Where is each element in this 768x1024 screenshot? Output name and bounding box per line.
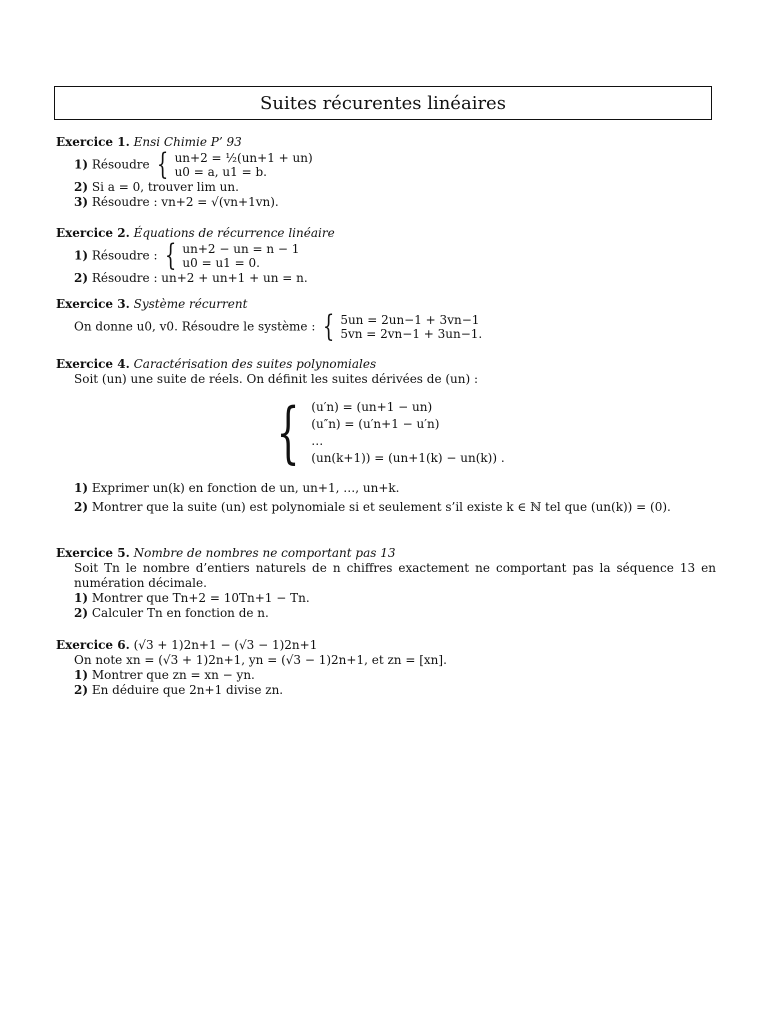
q-text: En déduire que 2n+1 divise zn. [91, 683, 284, 697]
exercise-2-q1 [56, 238, 716, 273]
q-number: 1) [74, 668, 89, 682]
q-number: 3) [74, 195, 89, 209]
exercise-5-subtitle: Nombre de nombres ne comportant pas 13 [133, 546, 396, 560]
exercise-2-header [56, 226, 716, 241]
brace-icon: { [323, 309, 335, 344]
exercise-1-q2 [56, 180, 716, 195]
q-number: 2) [74, 500, 89, 514]
system-line: (un(k+1)) = (un+1(k) − un(k)) . [311, 451, 505, 465]
exercise-5-q2 [56, 606, 716, 621]
q-text: Résoudre : [91, 248, 158, 263]
exercise-1-header [56, 135, 716, 150]
brace-icon: { [276, 394, 300, 471]
exercise-5-intro: Soit Tn le nombre d’entiers naturels de n chiffres exactement ne comportant pas la séquence 13 en numération décimale. [74, 561, 716, 590]
q-text: Montrer que la suite (un) est polynomiale si et seulement s’il existe k ∈ ℕ tel que (un(k)) = (0). [91, 500, 671, 514]
brace-icon: { [165, 238, 177, 273]
exercise-1-q3 [56, 195, 716, 210]
exercise-3 [56, 297, 716, 342]
exercise-4-q2 [56, 500, 716, 515]
q-number: 1) [74, 591, 89, 605]
system-line: (u″n) = (u′n+1 − u′n) [311, 417, 440, 431]
exercise-1 [56, 135, 716, 210]
exercise-1-label: Exercice 1. [56, 135, 130, 149]
system-line: un+2 = ½(un+1 + un) [174, 151, 313, 165]
exercise-4-subtitle: Caractérisation des suites polynomiales [133, 357, 377, 371]
exercise-5-header [56, 546, 716, 561]
exercise-3-body [56, 309, 716, 344]
exercise-6-subtitle: (√3 + 1)2n+1 − (√3 − 1)2n+1 [133, 638, 318, 652]
exercise-6-label: Exercice 6. [56, 638, 130, 652]
brace-icon: { [157, 147, 169, 182]
q-text: Résoudre : vn+2 = √(vn+1vn). [91, 195, 279, 209]
system-line: … [311, 434, 324, 448]
exercise-1-q1 [56, 147, 716, 182]
system-line: u0 = u1 = 0. [182, 256, 260, 270]
q-number: 2) [74, 683, 89, 697]
q-text: Calculer Tn en fonction de n. [91, 606, 269, 620]
page-title: Suites récurentes linéaires [260, 92, 506, 114]
exercise-5 [56, 546, 716, 621]
q-text: Si a = 0, trouver lim un. [91, 180, 239, 194]
equation-system [319, 309, 483, 344]
equation-system [153, 147, 313, 182]
q-number: 2) [74, 271, 89, 285]
body-text: On donne u0, v0. Résoudre le système : [74, 319, 316, 334]
system-line: un+2 − un = n − 1 [182, 242, 300, 256]
exercise-1-subtitle: Ensi Chimie P’ 93 [133, 135, 242, 149]
equation-system [161, 238, 300, 273]
q-number: 2) [74, 180, 89, 194]
exercise-2-label: Exercice 2. [56, 226, 130, 240]
q-text: Exprimer un(k) en fonction de un, un+1, …, un+k. [91, 481, 400, 495]
exercise-4 [56, 357, 716, 515]
exercise-2-subtitle: Équations de récurrence linéaire [133, 226, 335, 240]
exercise-5-label: Exercice 5. [56, 546, 130, 560]
exercise-2 [56, 226, 716, 286]
exercise-3-subtitle: Système récurrent [133, 297, 248, 311]
exercise-4-q1 [56, 481, 716, 496]
exercise-6-q2 [56, 683, 716, 698]
q-number: 2) [74, 606, 89, 620]
derived-sequences-system [56, 394, 716, 471]
exercise-4-label: Exercice 4. [56, 357, 130, 371]
q-text: Résoudre : un+2 + un+1 + un = n. [91, 271, 308, 285]
q-text: Montrer que zn = xn − yn. [91, 668, 255, 682]
exercise-5-q1 [56, 591, 716, 606]
exercise-4-intro: Soit (un) une suite de réels. On définit les suites dérivées de (un) : [74, 372, 479, 386]
q-number: 1) [74, 248, 89, 263]
system-line: u0 = a, u1 = b. [174, 165, 267, 179]
q-number: 1) [74, 157, 89, 172]
system-line: (u′n) = (un+1 − un) [311, 400, 433, 414]
exercise-3-label: Exercice 3. [56, 297, 130, 311]
exercise-4-header [56, 357, 716, 372]
exercise-6 [56, 638, 716, 698]
exercise-6-q1 [56, 668, 716, 683]
q-text: Montrer que Tn+2 = 10Tn+1 − Tn. [91, 591, 310, 605]
system-line: 5un = 2un−1 + 3vn−1 [340, 313, 480, 327]
exercise-2-q2 [56, 271, 716, 286]
title-box [54, 86, 712, 120]
exercise-3-header [56, 297, 716, 312]
exercise-6-intro: On note xn = (√3 + 1)2n+1, yn = (√3 − 1)2n+1, et zn = [xn]. [74, 653, 447, 667]
q-text: Résoudre [91, 157, 150, 172]
system-line: 5vn = 2vn−1 + 3un−1. [340, 327, 483, 341]
q-number: 1) [74, 481, 89, 495]
exercise-6-header [56, 638, 716, 653]
